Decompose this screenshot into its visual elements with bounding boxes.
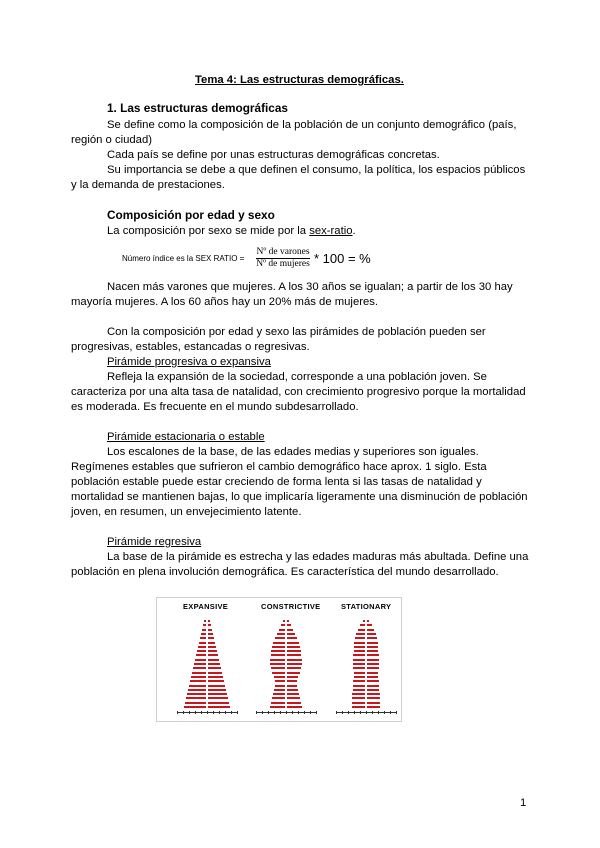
- section-heading-composicion: Composición por edad y sexo: [107, 208, 275, 222]
- expansive-pyramid-tick: [177, 711, 178, 714]
- constrictive-pyramid-divider: [285, 620, 287, 710]
- paragraph-births-line2: mayoría mujeres. A los 60 años hay un 20% más de mujeres.: [71, 296, 379, 308]
- stationary-pyramid-tick: [396, 711, 397, 714]
- constrictive-pyramid-tick: [274, 711, 275, 714]
- constrictive-pyramid-tick: [280, 711, 281, 714]
- paragraph-pyramids-line1: Con la composición por edad y sexo las pirámides de población pueden ser: [107, 326, 486, 338]
- expansive-pyramid-tick: [219, 711, 220, 714]
- estacionaria-line2: Regímenes estables que sufrieron el cambio demográfico hace aprox. 1 siglo. Esta: [71, 461, 487, 473]
- expansive-pyramid-tick: [237, 711, 238, 714]
- paragraph-countries: Cada país se define por unas estructuras demográficas concretas.: [107, 149, 440, 161]
- sex-ratio-term: sex-ratio: [309, 225, 353, 237]
- constrictive-pyramid-tick: [310, 711, 311, 714]
- formula-numerator: Nº de varones: [256, 247, 310, 257]
- stationary-pyramid-divider: [365, 620, 367, 710]
- sex-ratio-formula: [122, 247, 382, 275]
- progresiva-line2: caracteriza por una alta tasa de natalidad, con crecimiento progresivo porque la mortalidad: [71, 386, 526, 398]
- formula-rest: * 100 = %: [314, 251, 371, 266]
- intro-text: La composición por sexo se mide por la: [107, 225, 310, 237]
- constrictive-pyramid-tick: [262, 711, 263, 714]
- constrictive-pyramid-tick: [268, 711, 269, 714]
- formula-fraction: [256, 247, 310, 270]
- label-constrictive: CONSTRICTIVE: [261, 602, 321, 611]
- paragraph-definition-line1: Se define como la composición de la población de un conjunto demográfico (país,: [107, 119, 517, 131]
- section-heading-estructuras: 1. Las estructuras demográficas: [107, 101, 288, 115]
- expansive-pyramid-tick: [207, 711, 208, 714]
- expansive-pyramid-tick: [201, 711, 202, 714]
- progresiva-line1: Refleja la expansión de la sociedad, corresponde a una población joven. Se: [107, 371, 487, 383]
- regresiva-line2: población en plena involución demográfica. Es característica del mundo desarrollado.: [71, 566, 499, 578]
- regresiva-line1: La base de la pirámide es estrecha y las edades maduras más abultada. Define una: [107, 551, 529, 563]
- stationary-pyramid-tick: [360, 711, 361, 714]
- expansive-pyramid-tick: [225, 711, 226, 714]
- paragraph-pyramids-line2: progresivas, estables, estancadas o regresivas.: [71, 341, 310, 353]
- stationary-pyramid-tick: [354, 711, 355, 714]
- expansive-pyramid-tick: [189, 711, 190, 714]
- paragraph-importance-line1: Su importancia se debe a que definen el consumo, la política, los espacios públicos: [107, 164, 526, 176]
- paragraph-definition-line2: región o ciudad): [71, 134, 153, 146]
- estacionaria-line3: población estable puede estar creciendo de forma lenta si las tasas de natalidad y: [71, 476, 482, 488]
- stationary-pyramid-tick: [390, 711, 391, 714]
- estacionaria-line1: Los escalones de la base, de las edades medias y superiores son iguales.: [107, 446, 479, 458]
- constrictive-pyramid-tick: [292, 711, 293, 714]
- stationary-pyramid-tick: [378, 711, 379, 714]
- stationary-pyramid-tick: [336, 711, 337, 714]
- constrictive-pyramid-tick: [286, 711, 287, 714]
- page-title: Tema 4: Las estructuras demográficas.: [195, 74, 404, 86]
- label-expansive: EXPANSIVE: [183, 602, 229, 611]
- heading-progresiva: Pirámide progresiva o expansiva: [107, 356, 271, 368]
- formula-label: Número índice es la SEX RATIO =: [122, 254, 245, 263]
- paragraph-births-line1: Nacen más varones que mujeres. A los 30 años se igualan; a partir de los 30 hay: [107, 281, 513, 293]
- expansive-pyramid-tick: [195, 711, 196, 714]
- expansive-pyramid-tick: [231, 711, 232, 714]
- heading-regresiva: Pirámide regresiva: [107, 536, 202, 548]
- constrictive-pyramid-tick: [304, 711, 305, 714]
- stationary-pyramid-tick: [372, 711, 373, 714]
- stationary-pyramid-tick: [348, 711, 349, 714]
- paragraph-sex-ratio-intro: [107, 224, 356, 238]
- expansive-pyramid-divider: [206, 620, 208, 710]
- stationary-pyramid-tick: [384, 711, 385, 714]
- intro-period: .: [352, 225, 356, 237]
- constrictive-pyramid-tick: [316, 711, 317, 714]
- paragraph-importance-line2: y la demanda de prestaciones.: [71, 179, 225, 191]
- stationary-pyramid-tick: [342, 711, 343, 714]
- stationary-pyramid-tick: [366, 711, 367, 714]
- page-number: 1: [520, 797, 527, 809]
- constrictive-pyramid-tick: [256, 711, 257, 714]
- heading-estacionaria: Pirámide estacionaria o estable: [107, 431, 265, 443]
- formula-denominator: Nº de mujeres: [256, 259, 310, 269]
- estacionaria-line4: mortalidad se mantienen bajas, lo que implicaría ligeramente una disminución de población: [71, 491, 528, 503]
- progresiva-line3: es moderada. Es frecuente en el mundo subdesarrollado.: [71, 401, 359, 413]
- constrictive-pyramid-tick: [298, 711, 299, 714]
- pyramid-types-figure: [156, 597, 402, 722]
- expansive-pyramid-tick: [183, 711, 184, 714]
- expansive-pyramid-tick: [213, 711, 214, 714]
- estacionaria-line5: joven, en resumen, un envejecimiento latente.: [71, 506, 302, 518]
- label-stationary: STATIONARY: [341, 602, 392, 611]
